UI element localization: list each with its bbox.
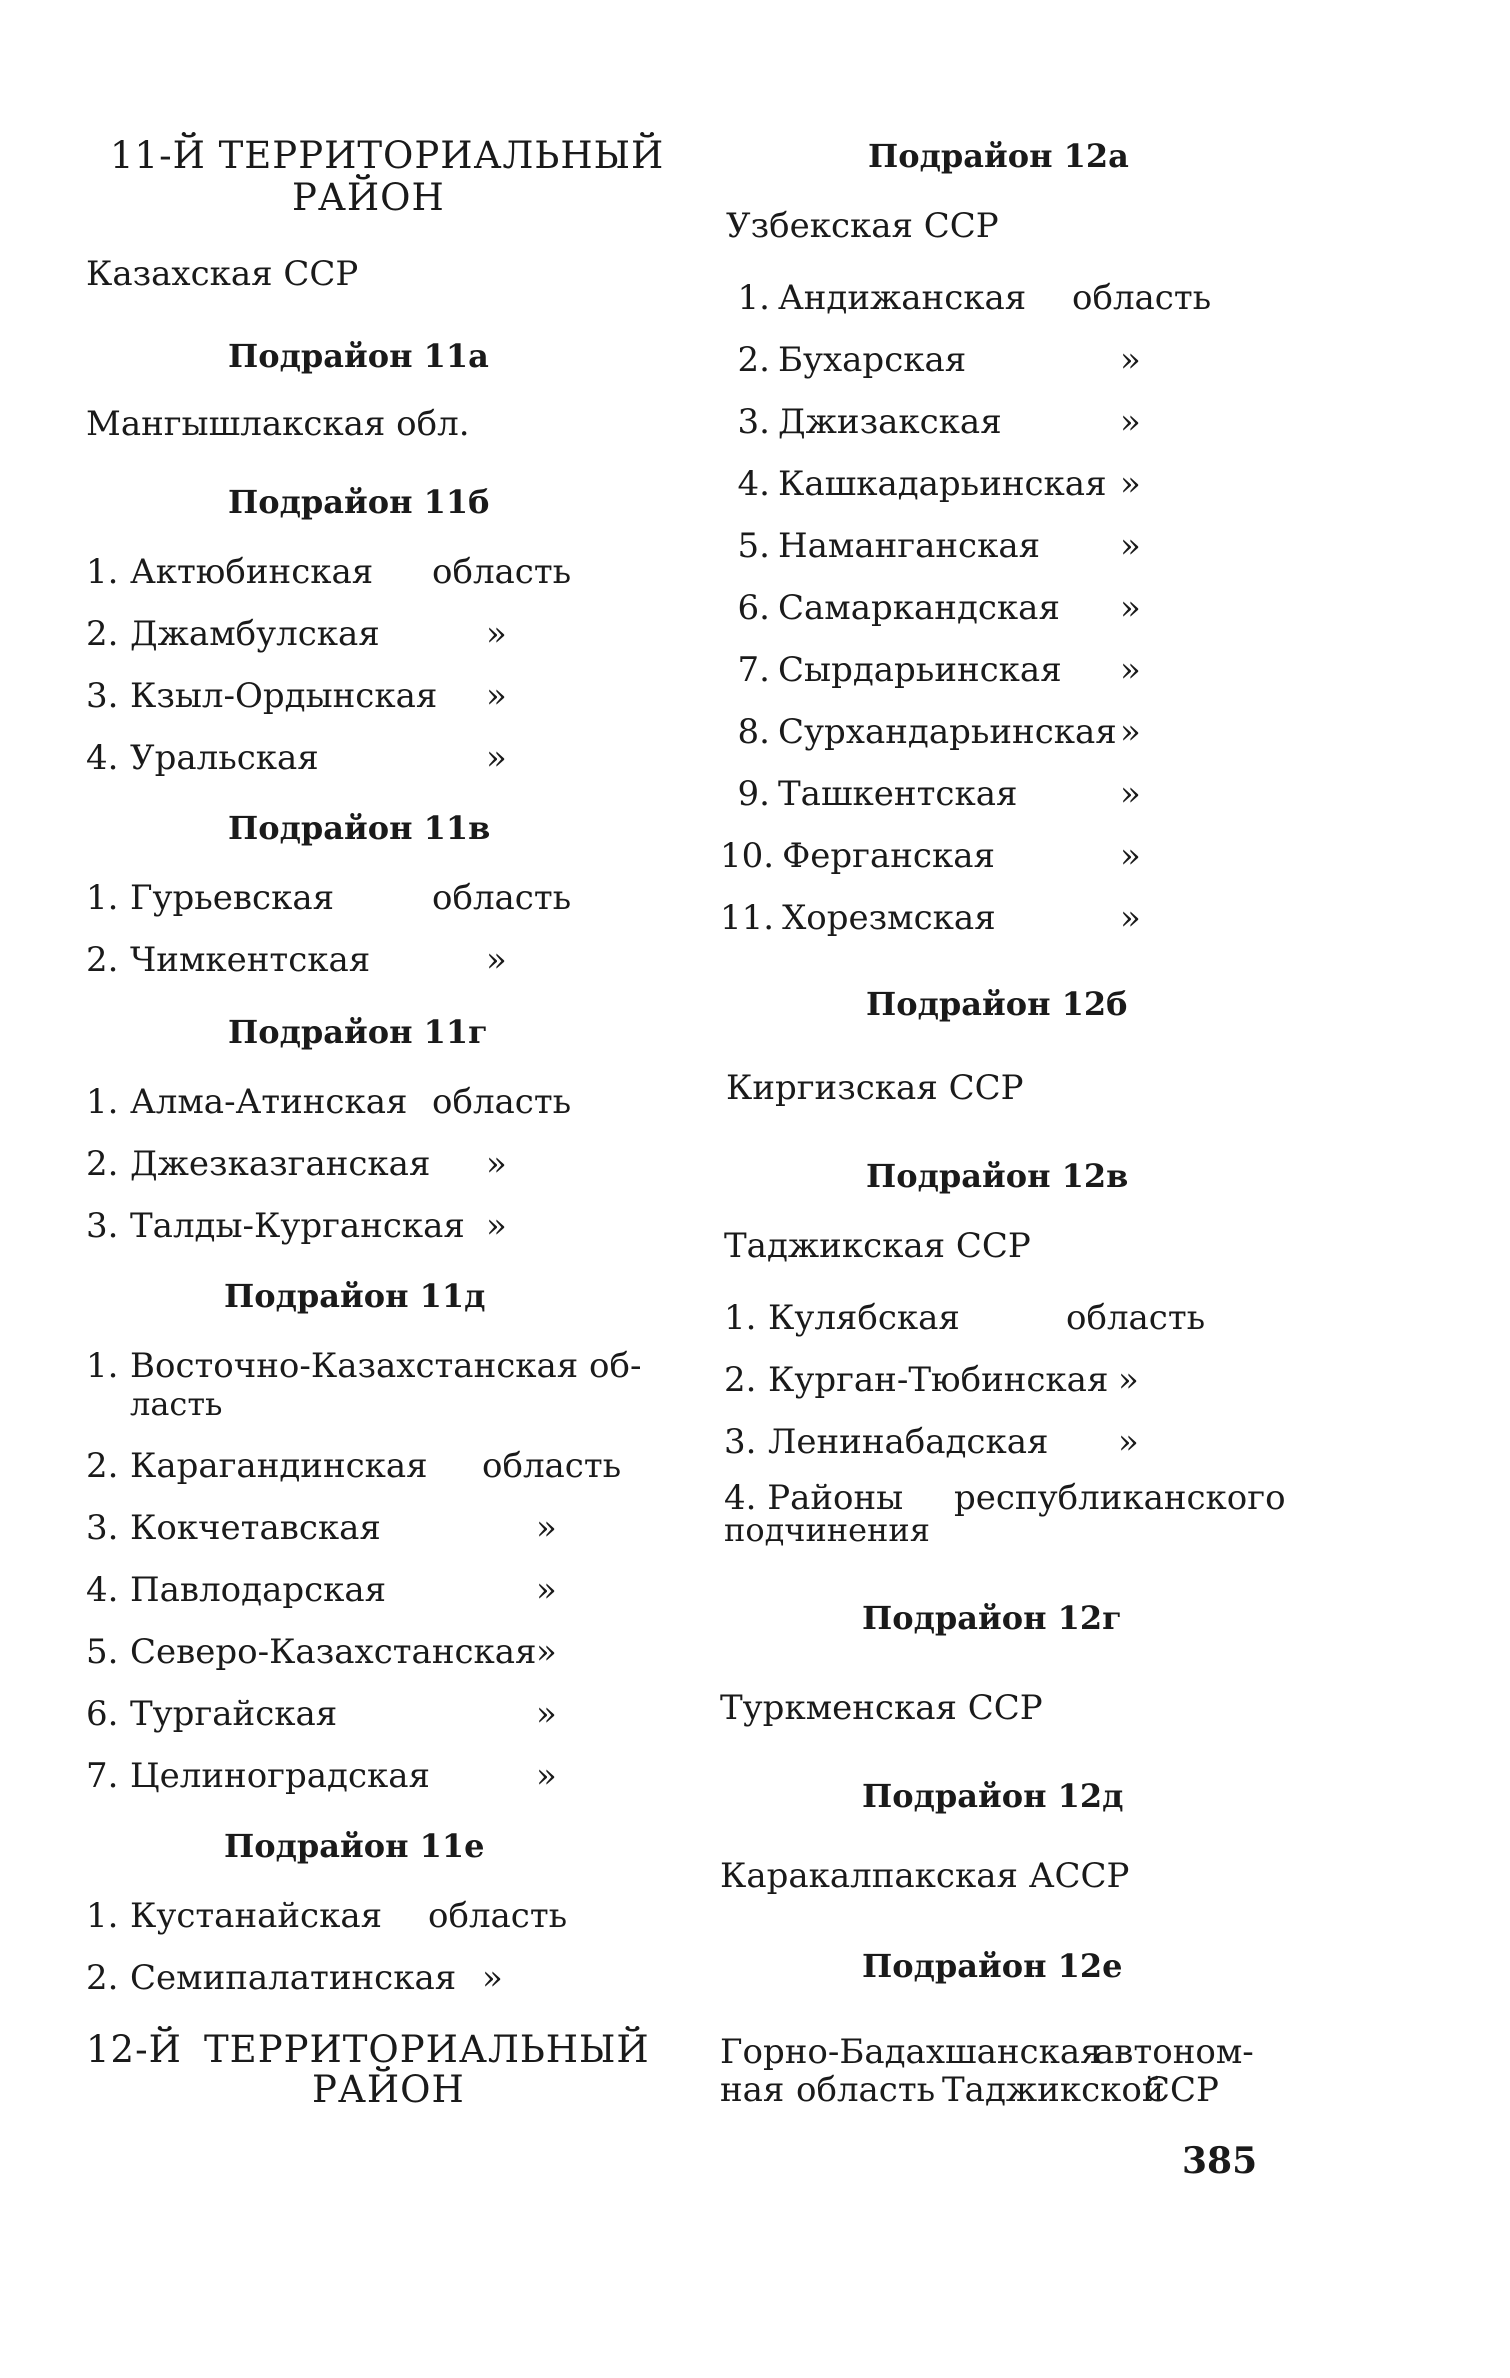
subregion-11d-heading: Подрайон 11д (224, 1277, 486, 1315)
subregion-12b-heading: Подрайон 12б (866, 985, 1128, 1023)
list-item-suffix: » (1120, 774, 1141, 814)
paragraph-line: автоном- (1094, 2032, 1254, 2072)
subregion-11e-heading: Подрайон 11е (224, 1827, 485, 1865)
subregion-11a-heading: Подрайон 11а (228, 337, 489, 375)
list-item: 3. Талды-Курганская (86, 1206, 465, 1246)
list-item: 1. Актюбинская (86, 552, 374, 592)
tajik-ssr: Таджикская ССР (724, 1226, 1031, 1266)
list-item-suffix: область (432, 1082, 572, 1122)
list-item-suffix: область (1066, 1298, 1206, 1338)
list-item-suffix: область (432, 552, 572, 592)
list-item: 3. Ленинабадская (724, 1422, 1049, 1462)
list-item-suffix: » (1120, 402, 1141, 442)
list-item: 2. Курган-Тюбинская (724, 1360, 1109, 1400)
region-12-number: 12-Й (86, 2028, 182, 2071)
list-item-suffix: » (486, 1206, 507, 1246)
list-item-suffix: » (1120, 712, 1141, 752)
subregion-11a-text: Мангышлакская обл. (86, 404, 470, 444)
list-item: 1. Восточно-Казахстанская об- (86, 1346, 642, 1386)
list-item-suffix: » (486, 676, 507, 716)
list-item: 10. Ферганская (720, 836, 995, 876)
list-item-suffix: » (486, 940, 507, 980)
list-item: 2. Джамбулская (86, 614, 380, 654)
list-item-suffix: » (536, 1508, 557, 1548)
subregion-11b-heading: Подрайон 11б (228, 483, 490, 521)
list-item: 4. Павлодарская (86, 1570, 387, 1610)
list-item: 4. Кашкадарьинская (737, 464, 1107, 504)
list-item: 3. Джизакская (737, 402, 1002, 442)
paragraph-line: Таджикской (942, 2070, 1165, 2110)
region-11-title-line1: 11-Й ТЕРРИТОРИАЛЬНЫЙ (110, 134, 665, 177)
list-item-suffix: » (482, 1958, 503, 1998)
list-item: 3. Кзыл-Ордынская (86, 676, 438, 716)
list-item: 7. Сырдарьинская (737, 650, 1062, 690)
paragraph-line: ССР (1144, 2070, 1219, 2110)
list-item: 9. Ташкентская (737, 774, 1018, 814)
list-item-continuation: ласть (130, 1385, 223, 1423)
subregion-12g-heading: Подрайон 12г (862, 1599, 1122, 1637)
subregion-11g-heading: Подрайон 11г (228, 1013, 488, 1051)
list-item-suffix: » (536, 1694, 557, 1734)
kazakh-ssr: Казахская ССР (86, 254, 359, 294)
region-11-title-line2: РАЙОН (292, 176, 445, 219)
list-item: 2. Чимкентская (86, 940, 371, 980)
subregion-12e-heading: Подрайон 12е (862, 1947, 1123, 1985)
list-item-suffix: » (1120, 836, 1141, 876)
list-item-suffix: » (536, 1570, 557, 1610)
paragraph-line: область (796, 2070, 936, 2110)
list-item: 2. Карагандинская (86, 1446, 428, 1486)
list-item-suffix: » (1120, 526, 1141, 566)
karakalpak-assr: Каракалпакская АССР (720, 1856, 1130, 1896)
list-item: 2. Бухарская (737, 340, 967, 380)
region-12-title-line2: РАЙОН (312, 2068, 465, 2111)
list-item: 3. Кокчетавская (86, 1508, 381, 1548)
paragraph-line: ная (720, 2070, 785, 2110)
list-item-suffix: область (428, 1896, 568, 1936)
subregion-12d-heading: Подрайон 12д (862, 1777, 1124, 1815)
list-item: 6. Тургайская (86, 1694, 338, 1734)
uzbek-ssr: Узбекская ССР (726, 206, 999, 246)
list-item: 1. Кулябская (724, 1298, 960, 1338)
list-item: 1. Андижанская (737, 278, 1027, 318)
list-item-suffix: » (486, 614, 507, 654)
list-item-suffix: » (536, 1632, 557, 1672)
list-item-suffix: область (432, 878, 572, 918)
list-item: 8. Сурхандарьинская (737, 712, 1117, 752)
kyrgyz-ssr: Киргизская ССР (726, 1068, 1024, 1108)
list-item: 2. Семипалатинская (86, 1958, 457, 1998)
list-item-suffix: » (1120, 650, 1141, 690)
list-item-suffix: » (1120, 588, 1141, 628)
list-item: 7. Целиноградская (86, 1756, 430, 1796)
region-12-title-line1: ТЕРРИТОРИАЛЬНЫЙ (204, 2028, 650, 2071)
list-item-suffix: » (1118, 1360, 1139, 1400)
list-item: 6. Самаркандская (737, 588, 1060, 628)
list-item: 1. Гурьевская (86, 878, 335, 918)
list-item: 4. Районы (724, 1478, 904, 1518)
page-number: 385 (1182, 2140, 1258, 2182)
list-item: 1. Алма-Атинская (86, 1082, 408, 1122)
list-item-suffix: » (1120, 898, 1141, 938)
subregion-11v-heading: Подрайон 11в (228, 809, 491, 847)
list-item: 11. Хорезмская (720, 898, 996, 938)
turkmen-ssr: Туркменская ССР (720, 1688, 1043, 1728)
list-item: 5. Наманганская (737, 526, 1041, 566)
paragraph-line: Горно-Бадахшанская (720, 2032, 1102, 2072)
list-item-suffix: » (1118, 1422, 1139, 1462)
subregion-12a-heading: Подрайон 12а (868, 137, 1129, 175)
list-item-suffix: » (486, 738, 507, 778)
list-item: 2. Джезказганская (86, 1144, 431, 1184)
list-item-suffix: » (536, 1756, 557, 1796)
list-item-continuation: подчинения (724, 1511, 930, 1549)
list-item-continuation: республиканского (954, 1478, 1286, 1518)
list-item-suffix: » (1120, 340, 1141, 380)
list-item-suffix: » (1120, 464, 1141, 504)
list-item: 1. Кустанайская (86, 1896, 383, 1936)
subregion-12v-heading: Подрайон 12в (866, 1157, 1129, 1195)
list-item: 4. Уральская (86, 738, 319, 778)
list-item-suffix: область (482, 1446, 622, 1486)
list-item-suffix: область (1072, 278, 1212, 318)
list-item: 5. Северо-Казахстанская (86, 1632, 537, 1672)
list-item-suffix: » (486, 1144, 507, 1184)
